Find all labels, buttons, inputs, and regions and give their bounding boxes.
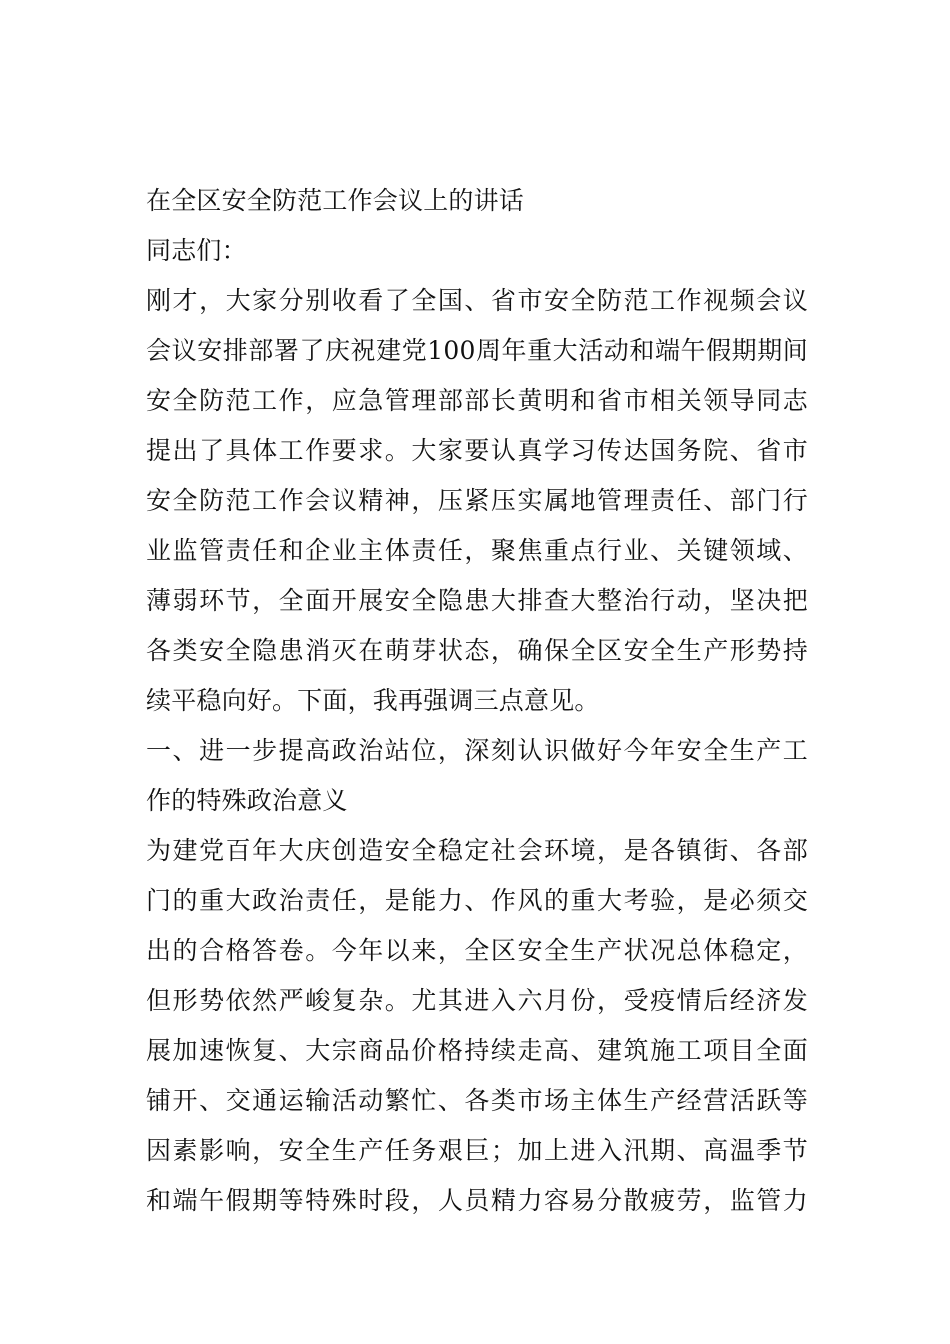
body-line: 铺开、交通运输活动繁忙、各类市场主体生产经营活跃等 bbox=[146, 1086, 808, 1115]
body-line: 薄弱环节，全面开展安全隐患大排查大整治行动，坚决把 bbox=[146, 586, 808, 615]
body-lines bbox=[146, 276, 808, 1226]
salutation: 同志们： bbox=[146, 236, 247, 265]
body-line: 各类安全隐患消灭在萌芽状态，确保全区安全生产形势持 bbox=[146, 636, 808, 665]
body-line: 和端午假期等特殊时段，人员精力容易分散疲劳，监管力 bbox=[146, 1186, 808, 1215]
body-line: 展加速恢复、大宗商品价格持续走高、建筑施工项目全面 bbox=[146, 1036, 808, 1065]
body-line: 一、进一步提高政治站位，深刻认识做好今年安全生产工 bbox=[146, 736, 808, 765]
body-line: 安全防范工作会议精神，压紧压实属地管理责任、部门行 bbox=[146, 486, 808, 515]
body-line: 续平稳向好。下面，我再强调三点意见。 bbox=[146, 686, 600, 715]
body-line: 但形势依然严峻复杂。尤其进入六月份，受疫情后经济发 bbox=[146, 986, 808, 1015]
body-line: 出的合格答卷。今年以来，全区安全生产状况总体稳定， bbox=[146, 936, 808, 965]
body-line: 安全防范工作，应急管理部部长黄明和省市相关领导同志 bbox=[146, 386, 808, 415]
body-line: 业监管责任和企业主体责任，聚焦重点行业、关键领域、 bbox=[146, 536, 808, 565]
body-line: 提出了具体工作要求。大家要认真学习传达国务院、省市 bbox=[146, 436, 808, 465]
body-line: 会议安排部署了庆祝建党100周年重大活动和端午假期期间 bbox=[146, 336, 808, 365]
body-line: 为建党百年大庆创造安全稳定社会环境，是各镇街、各部 bbox=[146, 836, 808, 865]
body-line: 因素影响，安全生产任务艰巨；加上进入汛期、高温季节 bbox=[146, 1136, 808, 1165]
body-line: 作的特殊政治意义 bbox=[146, 786, 348, 815]
body-line: 门的重大政治责任，是能力、作风的重大考验，是必须交 bbox=[146, 886, 808, 915]
document-body bbox=[146, 176, 808, 1226]
document-title: 在全区安全防范工作会议上的讲话 bbox=[146, 186, 525, 215]
body-line: 刚才，大家分别收看了全国、省市安全防范工作视频会议 bbox=[146, 286, 808, 315]
